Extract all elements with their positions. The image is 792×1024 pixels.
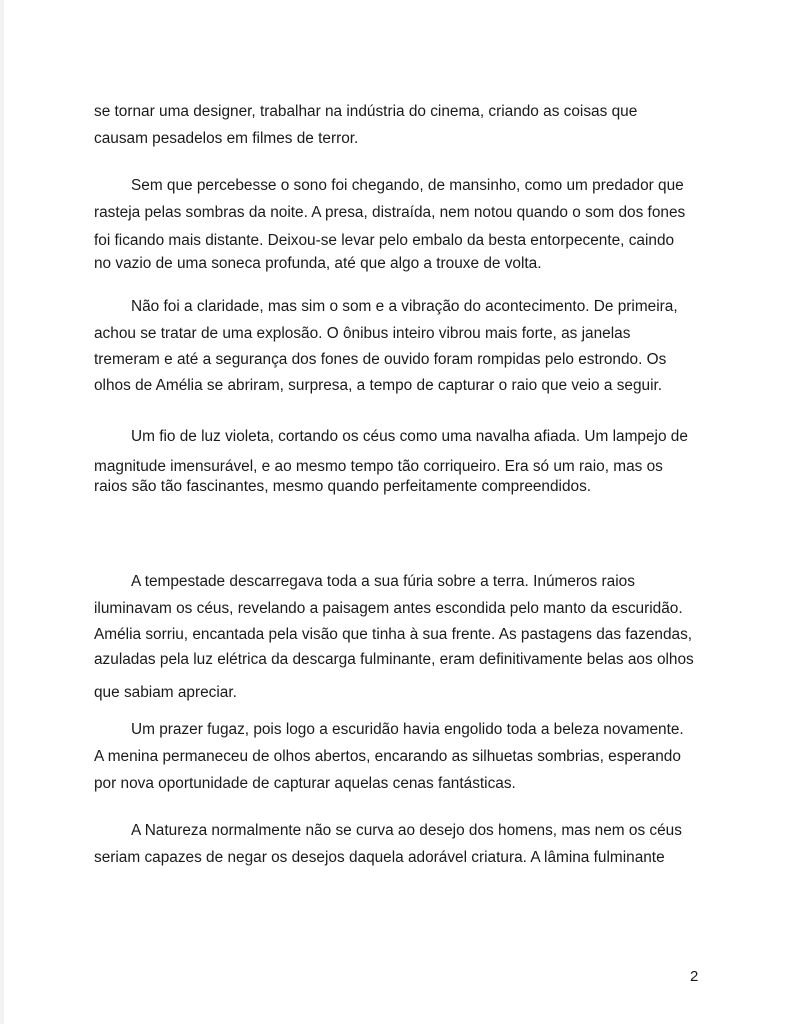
text-line: Um fio de luz violeta, cortando os céus como uma navalha afiada. Um lampejo de <box>131 428 688 445</box>
text-line: A menina permaneceu de olhos abertos, encarando as silhuetas sombrias, esperando <box>94 748 681 765</box>
text-line: iluminavam os céus, revelando a paisagem antes escondida pelo manto da escuridão. <box>94 600 683 617</box>
text-line: olhos de Amélia se abriram, surpresa, a tempo de capturar o raio que veio a seguir. <box>94 377 663 394</box>
text-line: tremeram e até a segurança dos fones de ouvido foram rompidas pelo estrondo. Os <box>94 351 667 368</box>
text-line: A Natureza normalmente não se curva ao desejo dos homens, mas nem os céus <box>131 822 682 839</box>
text-line: Não foi a claridade, mas sim o som e a vibração do acontecimento. De primeira, <box>131 298 678 315</box>
text-line: Um prazer fugaz, pois logo a escuridão havia engolido toda a beleza novamente. <box>131 721 684 738</box>
text-line: raios são tão fascinantes, mesmo quando perfeitamente compreendidos. <box>94 478 592 495</box>
text-line: que sabiam apreciar. <box>94 684 237 701</box>
text-line: seriam capazes de negar os desejos daquela adorável criatura. A lâmina fulminante <box>94 849 665 866</box>
text-line: Sem que percebesse o sono foi chegando, de mansinho, como um predador que <box>131 177 684 194</box>
text-line: no vazio de uma soneca profunda, até que algo a trouxe de volta. <box>94 255 542 272</box>
page-number: 2 <box>690 968 699 985</box>
text-line: A tempestade descarregava toda a sua fúria sobre a terra. Inúmeros raios <box>131 573 635 590</box>
text-line: rasteja pelas sombras da noite. A presa, distraída, nem notou quando o som dos fones <box>94 204 686 221</box>
text-line: achou se tratar de uma explosão. O ônibus inteiro vibrou mais forte, as janelas <box>94 325 631 342</box>
text-line: magnitude imensurável, e ao mesmo tempo tão corriqueiro. Era só um raio, mas os <box>94 458 663 475</box>
text-line: causam pesadelos em filmes de terror. <box>94 130 359 147</box>
text-line: azuladas pela luz elétrica da descarga fulminante, eram definitivamente belas aos olhos <box>94 651 694 668</box>
text-line: se tornar uma designer, trabalhar na indústria do cinema, criando as coisas que <box>94 103 638 120</box>
text-line: por nova oportunidade de capturar aquelas cenas fantásticas. <box>94 775 516 792</box>
page-edge <box>0 0 4 1024</box>
text-line: foi ficando mais distante. Deixou-se levar pelo embalo da besta entorpecente, caindo <box>94 232 675 249</box>
text-line: Amélia sorriu, encantada pela visão que tinha à sua frente. As pastagens das fazendas, <box>94 626 693 643</box>
